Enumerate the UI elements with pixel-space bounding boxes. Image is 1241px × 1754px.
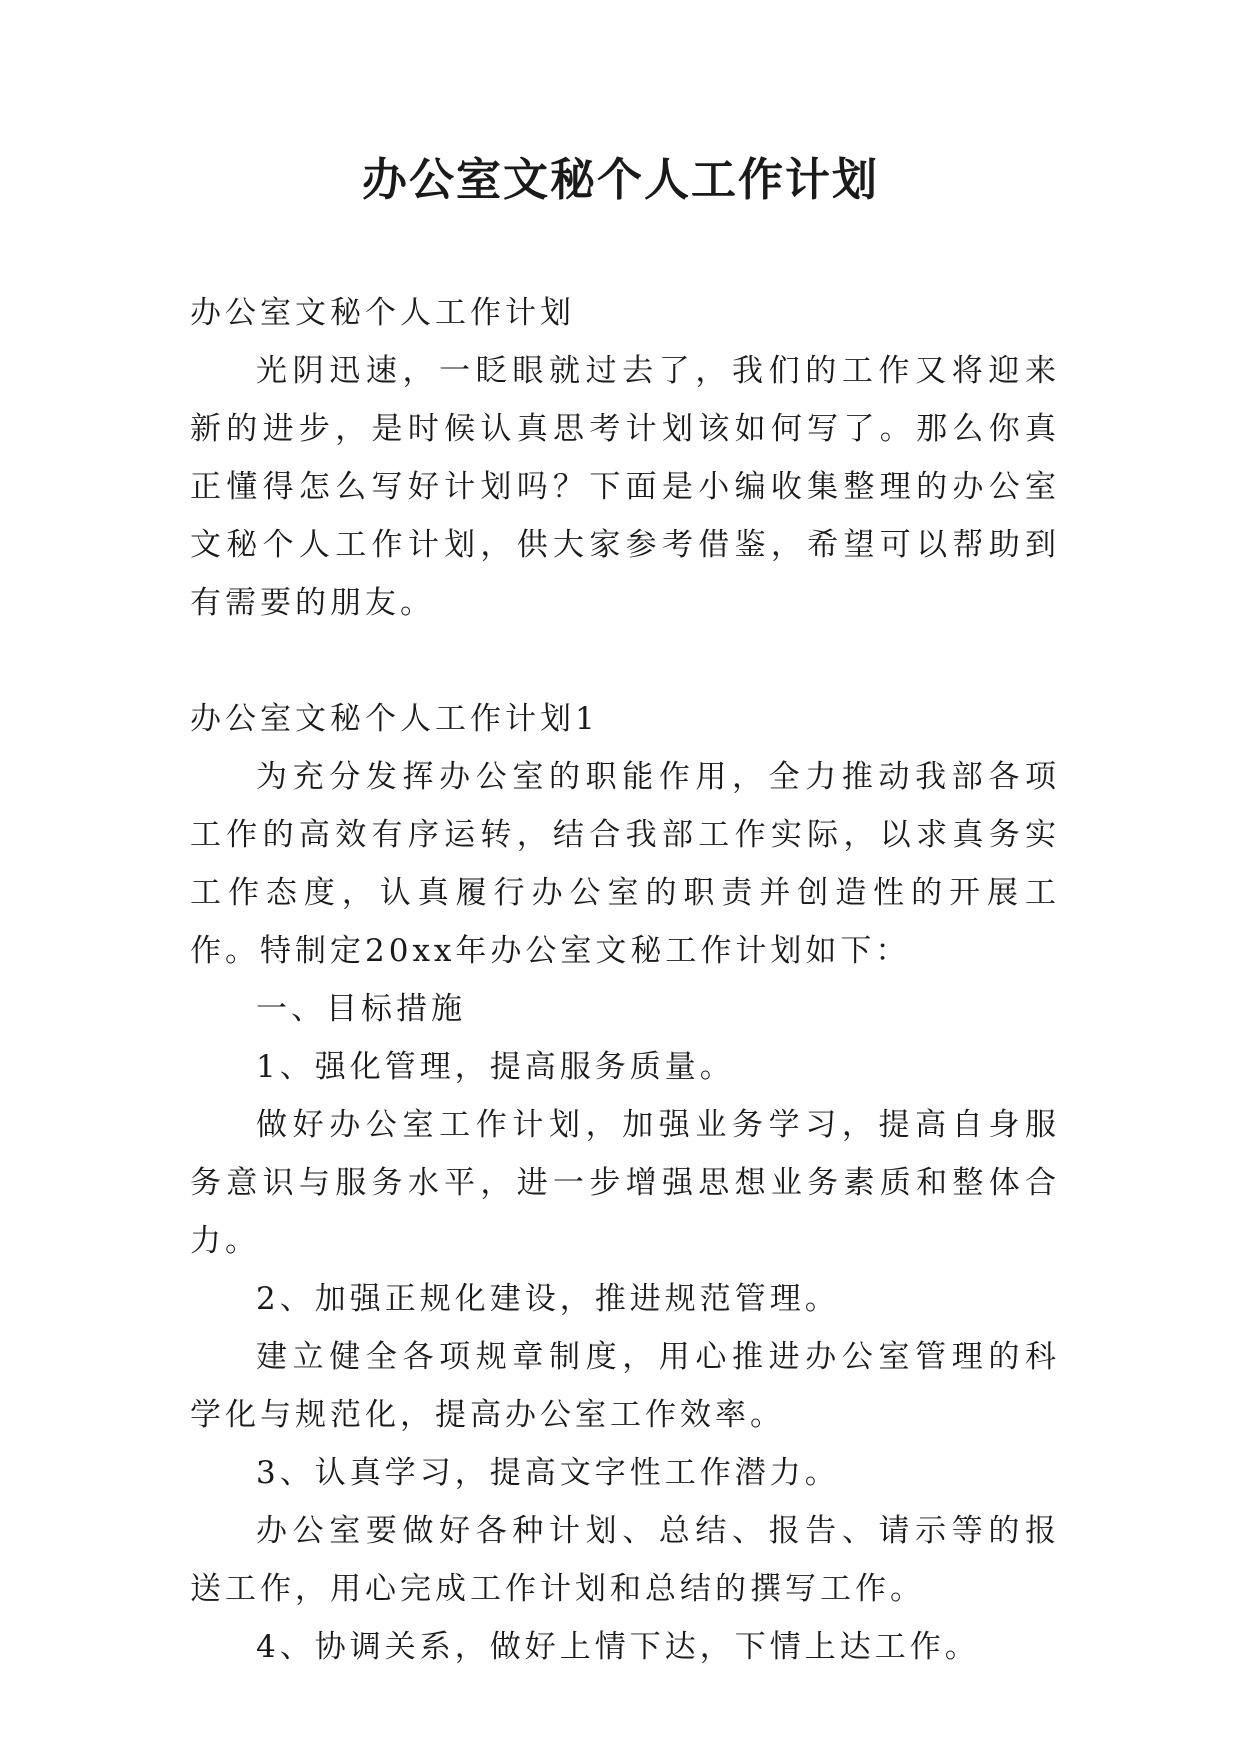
numbered-item: 2、加强正规化建设，推进规范管理。 (256, 1281, 840, 1317)
document-title: 办公室文秘个人工作计划 (361, 153, 879, 206)
section-heading: 办公室文秘个人工作计划 (190, 295, 575, 331)
subheading: 一、目标措施 (256, 991, 466, 1027)
document-body (190, 284, 1060, 1676)
body-paragraph: 为充分发挥办公室的职能作用，全力推动我部各项工作的高效有序运转，结合我部工作实际，以求真务实工作态度，认真履行办公室的职责并创造性的开展工作。特制定20xx年办公室文秘工作计划如下： (190, 759, 1060, 969)
body-paragraph: 做好办公室工作计划，加强业务学习，提高自身服务意识与服务水平，进一步增强思想业务素质和整体合力。 (190, 1107, 1060, 1259)
intro-paragraph: 光阴迅速，一眨眼就过去了，我们的工作又将迎来新的进步，是时候认真思考计划该如何写了。那么你真正懂得怎么写好计划吗？下面是小编收集整理的办公室文秘个人工作计划，供大家参考借鉴，希望可以帮助到有需要的朋友。 (190, 353, 1060, 621)
numbered-item: 3、认真学习，提高文字性工作潜力。 (256, 1455, 840, 1491)
numbered-item: 4、协调关系，做好上情下达，下情上达工作。 (256, 1629, 980, 1665)
body-paragraph: 建立健全各项规章制度，用心推进办公室管理的科学化与规范化，提高办公室工作效率。 (190, 1339, 1060, 1433)
section-heading: 办公室文秘个人工作计划1 (190, 701, 599, 737)
paragraph-gap (190, 632, 1060, 690)
numbered-item: 1、强化管理，提高服务质量。 (256, 1049, 735, 1085)
body-paragraph: 办公室要做好各种计划、总结、报告、请示等的报送工作，用心完成工作计划和总结的撰写工作。 (190, 1513, 1060, 1607)
